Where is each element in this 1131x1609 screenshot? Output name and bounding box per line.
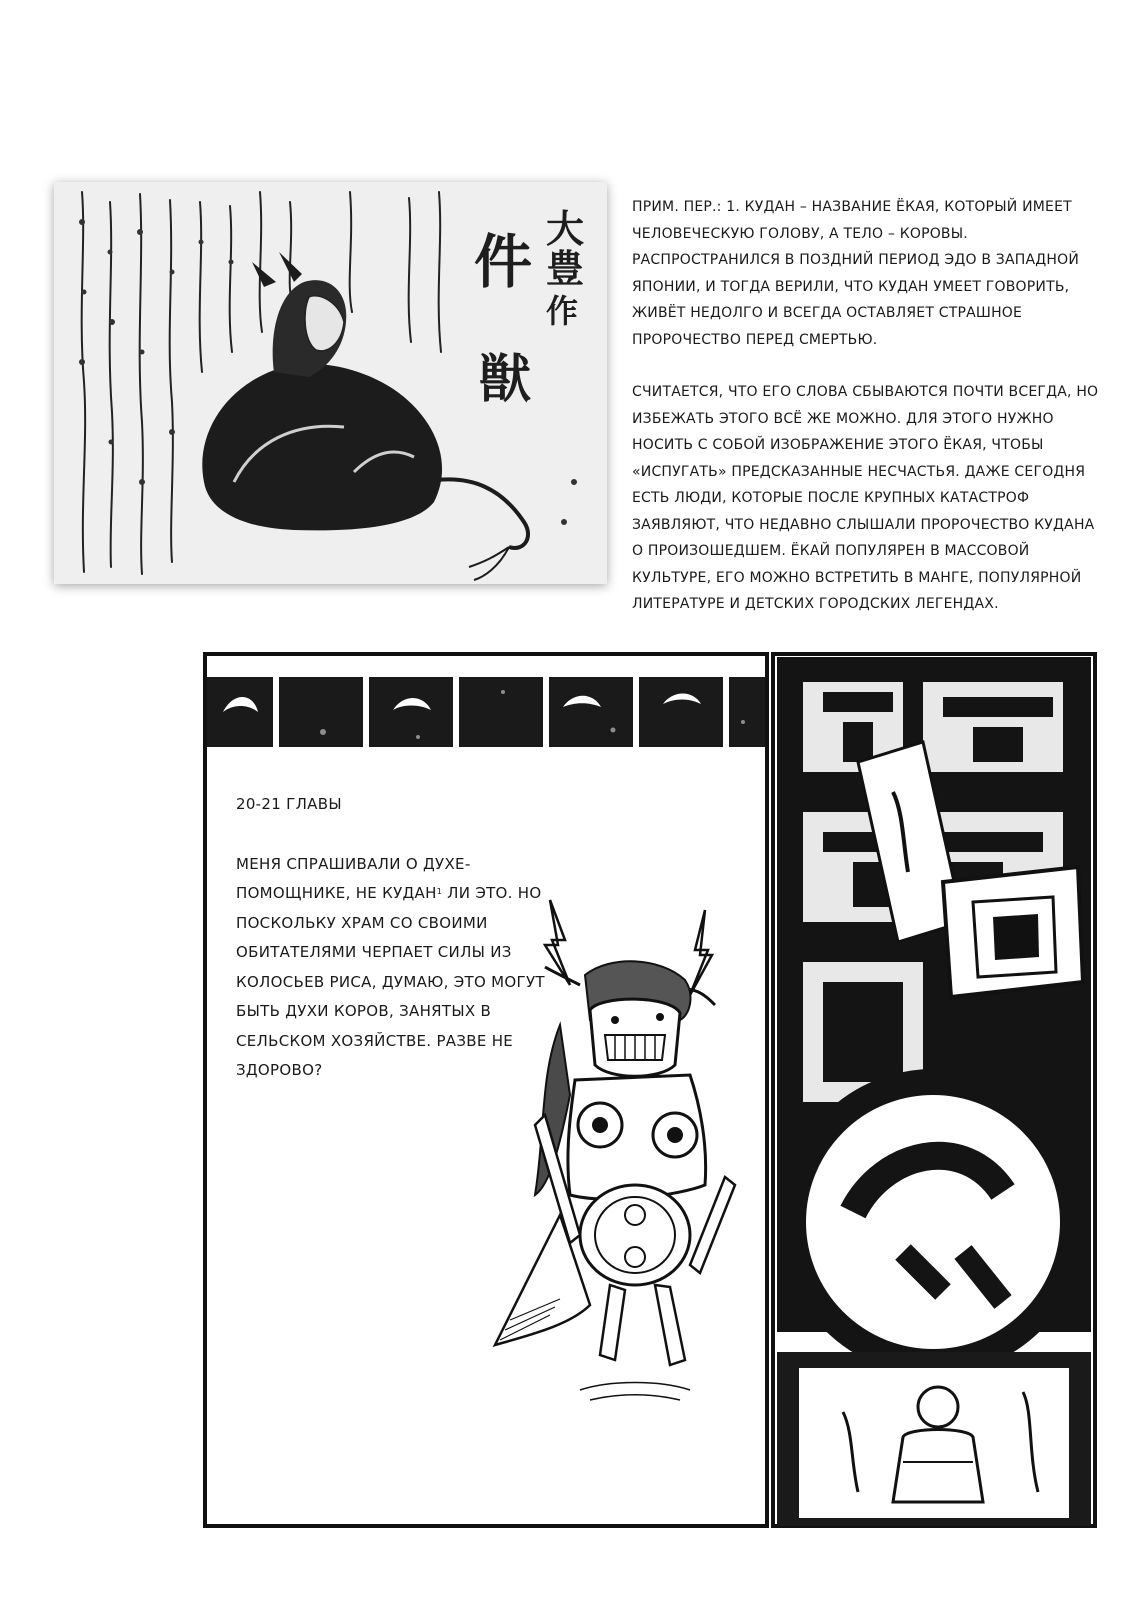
panel-text-part-2: ЛИ ЭТО. НО ПОСКОЛЬКУ ХРАМ СО СВОИМИ ОБИТАТЕЛЯМИ ЧЕРПАЕТ СИЛЫ ИЗ КОЛОСЬЕВ РИСА, ДУМАЮ, ЭТО МОГУТ БЫТЬ ДУХИ КОРОВ, ЗАНЯТЫХ В СЕЛЬСКОМ ХОЗЯЙСТВЕ. РАЗВЕ НЕ ЗДОРОВО?	[236, 884, 545, 1079]
footnote-marker: 1	[436, 887, 443, 896]
svg-text:作: 作	[546, 292, 579, 330]
panel-text	[236, 790, 556, 1086]
kudan-woodblock-print	[54, 182, 607, 584]
translator-note-paragraph-1: ПРИМ. ПЕР.: 1. КУДАН – НАЗВАНИЕ ЁКАЯ, КОТОРЫЙ ИМЕЕТ ЧЕЛОВЕЧЕСКУЮ ГОЛОВУ, А ТЕЛО – КОРОВЫ. РАСПРОСТРАНИЛСЯ В ПОЗДНИЙ ПЕРИОД ЭДО В ЗАПАДНОЙ ЯПОНИИ, И ТОГДА ВЕРИЛИ, ЧТО КУДАН УМЕЕТ ГОВОРИТЬ, ЖИВЁТ НЕДОЛГО И ВСЕГДА ОСТАВЛЯЕТ СТРАШНОЕ ПРОРОЧЕСТВО ПЕРЕД СМЕРТЬЮ.	[632, 199, 1079, 348]
chapter-label: 20-21 ГЛАВЫ	[236, 795, 342, 813]
panel-paragraph	[236, 850, 556, 1086]
svg-text:豊: 豊	[546, 246, 585, 291]
translator-note	[632, 194, 1102, 644]
svg-text:大: 大	[546, 206, 585, 251]
svg-text:件: 件	[474, 228, 533, 296]
panel-text-part-1: МЕНЯ СПРАШИВАЛИ О ДУХЕ-ПОМОЩНИКЕ, НЕ КУДАН	[236, 854, 471, 902]
svg-text:獣: 獣	[479, 349, 532, 410]
translator-note-paragraph-2: СЧИТАЕТСЯ, ЧТО ЕГО СЛОВА СБЫВАЮТСЯ ПОЧТИ ВСЕГДА, НО ИЗБЕЖАТЬ ЭТОГО ВСЁ ЖЕ МОЖНО. ДЛЯ ЭТОГО НУЖНО НОСИТЬ С СОБОЙ ИЗОБРАЖЕНИЕ ЭТОГО ЁКАЯ, ЧТОБЫ «ИСПУГАТЬ» ПРЕДСКАЗАННЫЕ НЕСЧАСТЬЯ. ДАЖЕ СЕГОДНЯ ЕСТЬ ЛЮДИ, КОТОРЫЕ ПОСЛЕ КРУПНЫХ КАТАСТРОФ ЗАЯВЛЯЮТ, ЧТО НЕДАВНО СЛЫШАЛИ ПРОРОЧЕСТВО КУДАНА О ПРОИЗОШЕДШЕМ. ЁКАЙ ПОПУЛЯРЕН В МАССОВОЙ КУЛЬТУРЕ, ЕГО МОЖНО ВСТРЕТИТЬ В МАНГЕ, ПОПУЛЯРНОЙ ЛИТЕРАТУРЕ И ДЕТСКИХ ГОРОДСКИХ ЛЕГЕНДАХ.	[632, 384, 1099, 612]
